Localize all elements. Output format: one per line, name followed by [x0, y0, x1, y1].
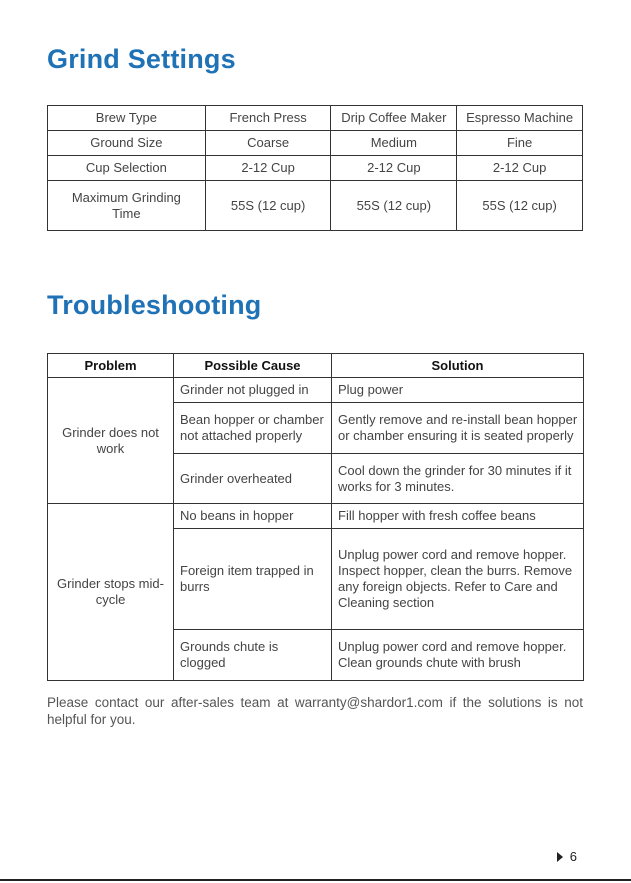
footer-divider [0, 879, 631, 881]
table-cell: Drip Coffee Maker [331, 106, 457, 131]
table-cell: 2-12 Cup [331, 156, 457, 181]
grind-settings-table [47, 105, 583, 231]
table-cell: French Press [205, 106, 331, 131]
table-cell: Fine [457, 131, 583, 156]
grind-settings-title: Grind Settings [47, 44, 236, 74]
table-cell: 55S (12 cup) [205, 181, 331, 231]
table-cell: 2-12 Cup [205, 156, 331, 181]
solution-cell: Unplug power cord and remove hopper. Inspect hopper, clean the burrs. Remove any foreign objects. Refer to Care and Cleaning section [332, 529, 584, 630]
table-cell: Maximum Grinding Time [48, 181, 206, 231]
cause-cell: Foreign item trapped in burrs [174, 529, 332, 630]
cause-cell: Grinder overheated [174, 454, 332, 504]
header-solution: Solution [332, 354, 584, 378]
solution-cell: Fill hopper with fresh coffee beans [332, 504, 584, 529]
solution-cell: Gently remove and re-install bean hopper or chamber ensuring it is seated properly [332, 403, 584, 454]
table-cell: Cup Selection [48, 156, 206, 181]
solution-cell: Cool down the grinder for 30 minutes if it works for 3 minutes. [332, 454, 584, 504]
table-row [48, 106, 583, 131]
table-row [48, 504, 584, 529]
solution-cell: Unplug power cord and remove hopper. Clean grounds chute with brush [332, 630, 584, 681]
table-cell: Coarse [205, 131, 331, 156]
table-cell: Brew Type [48, 106, 206, 131]
table-row [48, 156, 583, 181]
solution-cell: Plug power [332, 378, 584, 403]
table-cell: 55S (12 cup) [331, 181, 457, 231]
page-number [557, 849, 577, 864]
page-number-label: 6 [569, 849, 577, 864]
table-cell: 55S (12 cup) [457, 181, 583, 231]
table-row [48, 378, 584, 403]
problem-cell: Grinder does not work [48, 378, 174, 504]
table-cell: Medium [331, 131, 457, 156]
cause-cell: Grinder not plugged in [174, 378, 332, 403]
header-cause: Possible Cause [174, 354, 332, 378]
table-row [48, 131, 583, 156]
table-header-row [48, 354, 584, 378]
header-problem: Problem [48, 354, 174, 378]
troubleshooting-title: Troubleshooting [47, 290, 262, 320]
cause-cell: No beans in hopper [174, 504, 332, 529]
triangle-icon [557, 852, 563, 862]
contact-note: Please contact our after-sales team at warranty@shardor1.com if the solutions is not helpful for you. [47, 695, 583, 727]
problem-cell: Grinder stops mid-cycle [48, 504, 174, 681]
table-cell: Espresso Machine [457, 106, 583, 131]
cause-cell: Bean hopper or chamber not attached properly [174, 403, 332, 454]
cause-cell: Grounds chute is clogged [174, 630, 332, 681]
table-cell: 2-12 Cup [457, 156, 583, 181]
troubleshooting-table [47, 353, 584, 681]
table-cell: Ground Size [48, 131, 206, 156]
table-row [48, 181, 583, 231]
